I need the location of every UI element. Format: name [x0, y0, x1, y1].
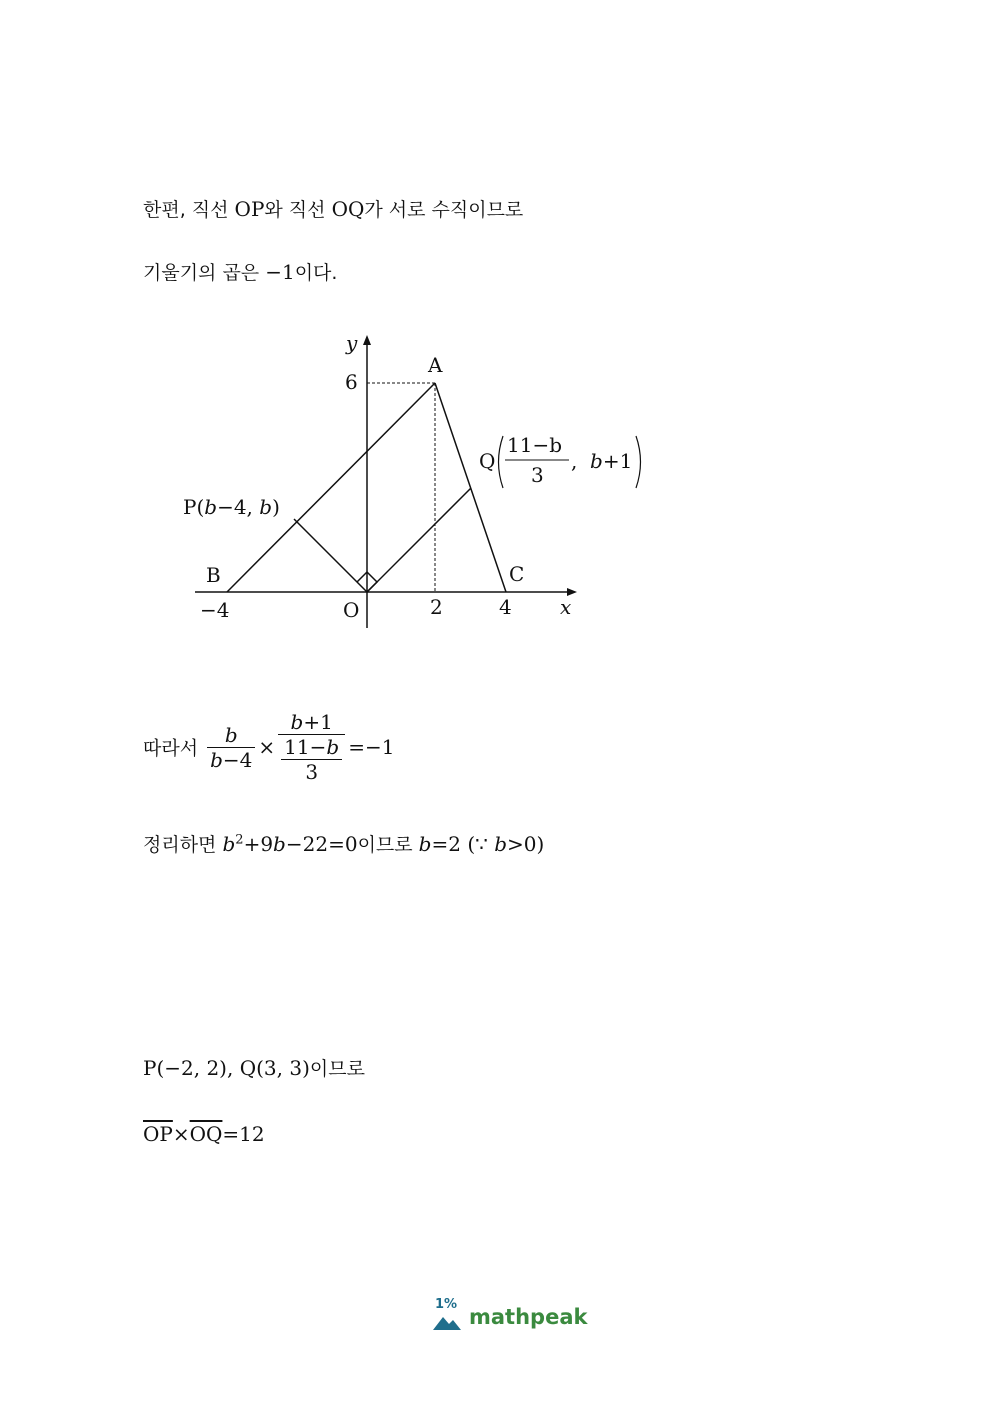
text: 기울기의 곱은	[143, 262, 266, 284]
segment-op-line	[294, 519, 367, 592]
point-label-p: P(b−4, b)	[183, 495, 280, 519]
var-b: b	[222, 832, 236, 856]
x-axis-label: x	[560, 595, 572, 619]
text: =2 (∵	[431, 832, 495, 856]
q-fraction-den: 3	[531, 463, 544, 487]
text: +9	[243, 832, 274, 856]
q-y-coord: b+1	[590, 449, 633, 473]
text: 이므로	[309, 1058, 365, 1080]
coordinate-diagram	[170, 330, 660, 640]
var-b: b	[273, 832, 286, 856]
segment-oq: $\overline{OQ}$	[189, 1122, 223, 1146]
fraction-numerator	[278, 710, 345, 735]
fraction-b-over-b-minus-4	[207, 723, 255, 772]
text: 한편, 직선	[143, 199, 235, 221]
inner-denominator: 3	[305, 760, 319, 784]
logo-percent: 1%	[435, 1297, 458, 1312]
q-right-paren	[636, 436, 641, 488]
q-comma: ,	[571, 449, 578, 473]
text: −4	[222, 747, 253, 772]
tick-label-6: 6	[345, 370, 358, 394]
line-ba	[227, 383, 435, 592]
mountain-icon	[433, 1314, 463, 1332]
point-label-a: A	[428, 353, 443, 377]
var-b: b	[224, 722, 238, 747]
equals-result: =12	[222, 1122, 265, 1146]
y-axis-arrow	[363, 335, 371, 345]
segment-op: $\overline{OP}$	[143, 1122, 173, 1146]
text: 정리하면	[143, 834, 223, 856]
origin-label: O	[343, 598, 360, 622]
q-fraction-num: 11−b	[507, 433, 563, 457]
text: 따라서	[143, 737, 205, 760]
tick-label-neg4: −4	[200, 598, 230, 622]
text: 와 직선	[264, 199, 332, 221]
value: −1	[265, 260, 295, 284]
text-line-equation	[143, 710, 394, 784]
var-b: b	[210, 747, 223, 772]
fraction-denominator	[207, 748, 255, 772]
exponent: 2	[235, 832, 244, 848]
inner-fraction	[281, 735, 342, 784]
point-label-c: C	[509, 562, 525, 586]
tick-label-2: 2	[430, 595, 443, 619]
equals-result: =−1	[348, 735, 395, 759]
segment-oq-line	[367, 488, 471, 592]
text-line-slope-product	[143, 258, 337, 285]
text: 이다.	[294, 262, 338, 284]
var-b: b	[290, 710, 304, 734]
text-line-simplify	[143, 830, 544, 857]
segment-op: OP	[234, 197, 265, 221]
text-line-points	[143, 1054, 365, 1081]
var-b: b	[326, 735, 340, 759]
logo-wordmark: mathpeak	[469, 1305, 588, 1329]
y-axis-label: y	[346, 331, 358, 355]
fraction-denominator	[278, 735, 345, 784]
segment-oq: OQ	[331, 197, 365, 221]
mathpeak-logo	[433, 1297, 588, 1337]
var-b: b	[418, 832, 432, 856]
times-sign: ×	[172, 1122, 190, 1146]
point-label-b: B	[206, 563, 221, 587]
text: 11−	[284, 735, 327, 759]
fraction-complex	[278, 710, 345, 784]
tick-label-4: 4	[499, 595, 512, 619]
text-line-perpendicular	[143, 195, 523, 222]
times-sign: ×	[258, 735, 276, 759]
text: 이므로	[357, 834, 419, 856]
q-left-paren	[499, 436, 504, 488]
var-b: b	[494, 832, 508, 856]
text: −22=0	[285, 832, 358, 856]
inner-numerator	[281, 735, 342, 760]
point-label-q	[479, 433, 641, 488]
text-line-product	[143, 1122, 265, 1146]
text: 가 서로 수직이므로	[364, 199, 524, 221]
fraction-numerator	[207, 723, 255, 748]
text: >0)	[507, 832, 545, 856]
text: +1	[303, 710, 333, 734]
points-pq: P(−2, 2), Q(3, 3)	[143, 1056, 310, 1080]
q-prefix: Q	[479, 449, 496, 473]
